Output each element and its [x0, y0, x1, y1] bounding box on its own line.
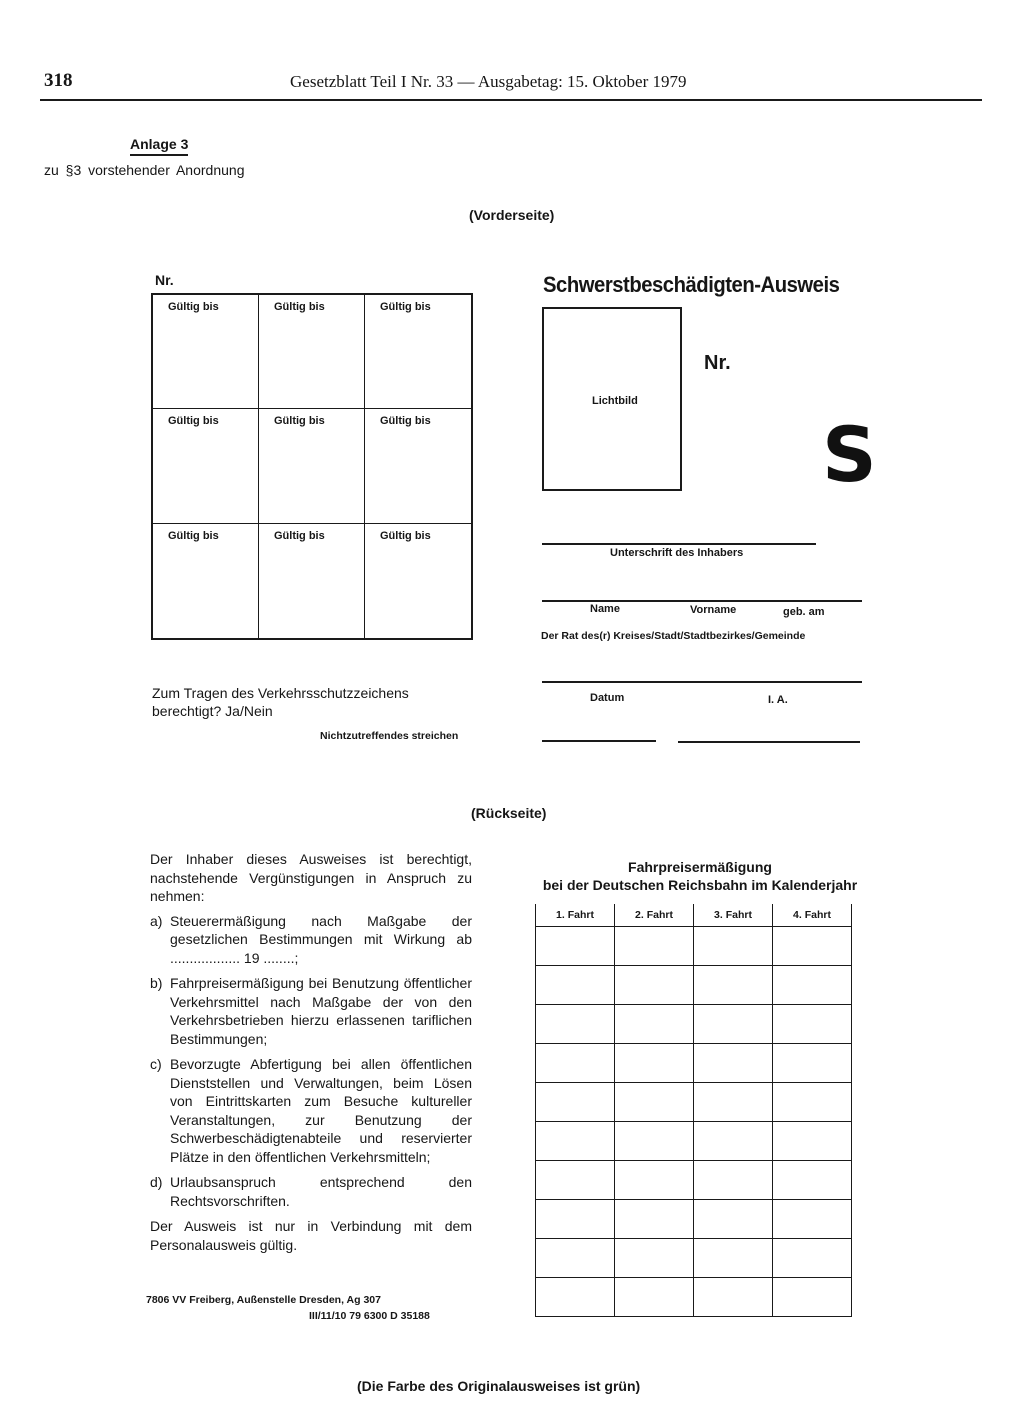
- card-number-big-label: Nr.: [704, 352, 731, 374]
- entitlement-item: [150, 1055, 472, 1166]
- birth-date-label: geb. am: [783, 606, 825, 618]
- fare-cell: [615, 1083, 694, 1122]
- fare-column-header: 3. Fahrt: [694, 904, 773, 927]
- fare-cell: [773, 1083, 852, 1122]
- fare-cell: [615, 1161, 694, 1200]
- fare-cell: [615, 1122, 694, 1161]
- fare-cell: [536, 1200, 615, 1239]
- name-label: Name: [590, 603, 620, 615]
- on-behalf-label: I. A.: [768, 694, 788, 706]
- item-text: Bevorzugte Abfertigung bei allen öffentlichen Dienststellen und Verwaltungen, beim Lösen von Eintrittskarten zum Besuche kultureller Veranstaltungen, zur Benutzung der Schwerbeschädigtenabteile und reservierter Plätze in den öffentlichen Verkehrsmitteln;: [170, 1056, 472, 1165]
- fare-row: [536, 1005, 852, 1044]
- traffic-question-line: berechtigt? Ja/Nein: [152, 703, 273, 719]
- entitlements-intro: Der Inhaber dieses Ausweises ist berechtigt, nachstehende Vergünstigungen in Anspruch zu nehmen:: [150, 851, 472, 904]
- traffic-question-line: Zum Tragen des Verkehrsschutzzeichens: [152, 685, 409, 701]
- fare-row: [536, 1239, 852, 1278]
- fare-row: [536, 927, 852, 966]
- fare-row: [536, 1200, 852, 1239]
- item-text: Steuerermäßigung nach Maßgabe der gesetzlichen Bestimmungen mit Wirkung ab .................. 19 ........;: [170, 912, 472, 966]
- fare-cell: [694, 927, 773, 966]
- fare-cell: [773, 1278, 852, 1317]
- fare-cell: [694, 1005, 773, 1044]
- fare-cell: [773, 1044, 852, 1083]
- fare-table-title: [540, 858, 860, 894]
- entitlement-item: [150, 912, 472, 968]
- council-line: [542, 681, 862, 683]
- fare-cell: [694, 1200, 773, 1239]
- validity-cell: Gültig bis: [365, 295, 471, 409]
- back-side-label: (Rückseite): [471, 805, 547, 821]
- validity-cell: Gültig bis: [153, 409, 259, 523]
- item-label: a): [150, 912, 163, 929]
- fare-cell: [694, 1161, 773, 1200]
- imprint-line: III/11/10 79 6300 D 35188: [309, 1310, 430, 1322]
- fare-cell: [536, 1278, 615, 1317]
- item-label: c): [150, 1056, 162, 1072]
- fare-cell: [536, 1083, 615, 1122]
- fare-column-header: 2. Fahrt: [615, 904, 694, 927]
- validity-grid: [151, 293, 473, 640]
- fare-cell: [615, 1005, 694, 1044]
- fare-cell: [615, 1278, 694, 1317]
- item-text: Urlaubsanspruch entsprechend den Rechtsvorschriften.: [170, 1174, 472, 1209]
- fare-cell: [615, 1044, 694, 1083]
- fare-column-header: 1. Fahrt: [536, 904, 615, 927]
- item-text: Fahrpreisermäßigung bei Benutzung öffentlicher Verkehrsmittel nach Maßgabe der von den Verkehrsbetrieben hierzu erlassenen tariflichen Bestimmungen;: [170, 975, 472, 1047]
- fare-cell: [536, 1161, 615, 1200]
- annex-reference: zu §3 vorstehender Anordnung: [44, 162, 245, 178]
- running-head: Gesetzblatt Teil I Nr. 33 — Ausgabetag: 15. Oktober 1979: [290, 72, 687, 91]
- strike-note: Nichtzutreffendes streichen: [320, 730, 459, 742]
- fare-cell: [615, 966, 694, 1005]
- validity-cell: Gültig bis: [259, 409, 365, 523]
- on-behalf-line: [678, 741, 860, 743]
- item-label: b): [150, 975, 163, 991]
- fare-cell: [694, 966, 773, 1005]
- fare-cell: [694, 1044, 773, 1083]
- validity-cell: Gültig bis: [153, 295, 259, 409]
- fare-cell: [694, 1239, 773, 1278]
- fare-cell: [773, 927, 852, 966]
- page-number: 318: [44, 70, 73, 91]
- fare-cell: [773, 966, 852, 1005]
- traffic-sign-question: [152, 684, 452, 720]
- fare-cell: [615, 1200, 694, 1239]
- card-title: Schwerstbeschädigten-Ausweis: [543, 272, 840, 297]
- fare-cell: [694, 1278, 773, 1317]
- signature-label: Unterschrift des Inhabers: [610, 547, 744, 559]
- fare-cell: [536, 927, 615, 966]
- validity-cell: Gültig bis: [365, 409, 471, 523]
- first-name-label: Vorname: [690, 604, 737, 616]
- fare-cell: [773, 1239, 852, 1278]
- council-label: Der Rat des(r) Kreises/Stadt/Stadtbezirkes/Gemeinde: [541, 630, 806, 642]
- front-side-label: (Vorderseite): [469, 207, 555, 223]
- fare-cell: [536, 1239, 615, 1278]
- closing-note: Der Ausweis ist nur in Verbindung mit dem Personalausweis gültig.: [150, 1218, 472, 1253]
- fare-row: [536, 1278, 852, 1317]
- fare-column-header: 4. Fahrt: [773, 904, 852, 927]
- fare-title-line: Fahrpreisermäßigung: [628, 859, 772, 875]
- color-note: (Die Farbe des Originalausweises ist grün): [357, 1378, 641, 1394]
- fare-row: [536, 1122, 852, 1161]
- fare-cell: [773, 1200, 852, 1239]
- fare-cell: [694, 1122, 773, 1161]
- fare-row: [536, 1161, 852, 1200]
- card-number-label: Nr.: [155, 272, 174, 288]
- fare-title-line: bei der Deutschen Reichsbahn im Kalenderjahr: [542, 877, 858, 893]
- validity-cell: Gültig bis: [259, 295, 365, 409]
- validity-cell: Gültig bis: [380, 529, 431, 542]
- fare-cell: [536, 1005, 615, 1044]
- fare-cell: [536, 966, 615, 1005]
- validity-cell: Gültig bis: [259, 524, 365, 638]
- entitlements-text: [150, 850, 472, 1260]
- fare-cell: [773, 1161, 852, 1200]
- s-mark-icon: S: [822, 410, 877, 499]
- fare-cell: [773, 1122, 852, 1161]
- validity-cell: Gültig bis: [153, 524, 259, 638]
- entitlement-item: [150, 974, 472, 1048]
- fare-row: [536, 1083, 852, 1122]
- annex-title: Anlage 3: [130, 136, 188, 156]
- fare-cell: [694, 1083, 773, 1122]
- fare-cell: [615, 927, 694, 966]
- imprint-line: 7806 VV Freiberg, Außenstelle Dresden, Ag 307: [146, 1294, 381, 1306]
- printer-imprint: [146, 1292, 430, 1324]
- name-line: [542, 600, 862, 602]
- fare-cell: [615, 1239, 694, 1278]
- fare-table: [535, 904, 852, 1317]
- signature-line: [542, 543, 816, 545]
- item-label: d): [150, 1174, 163, 1190]
- date-label: Datum: [590, 692, 625, 704]
- fare-row: [536, 1044, 852, 1083]
- header-rule: [40, 99, 982, 101]
- fare-row: [536, 966, 852, 1005]
- date-line: [542, 740, 656, 742]
- fare-cell: [536, 1044, 615, 1083]
- fare-cell: [773, 1005, 852, 1044]
- entitlement-item: [150, 1173, 472, 1210]
- photo-label: Lichtbild: [592, 395, 638, 407]
- fare-cell: [536, 1122, 615, 1161]
